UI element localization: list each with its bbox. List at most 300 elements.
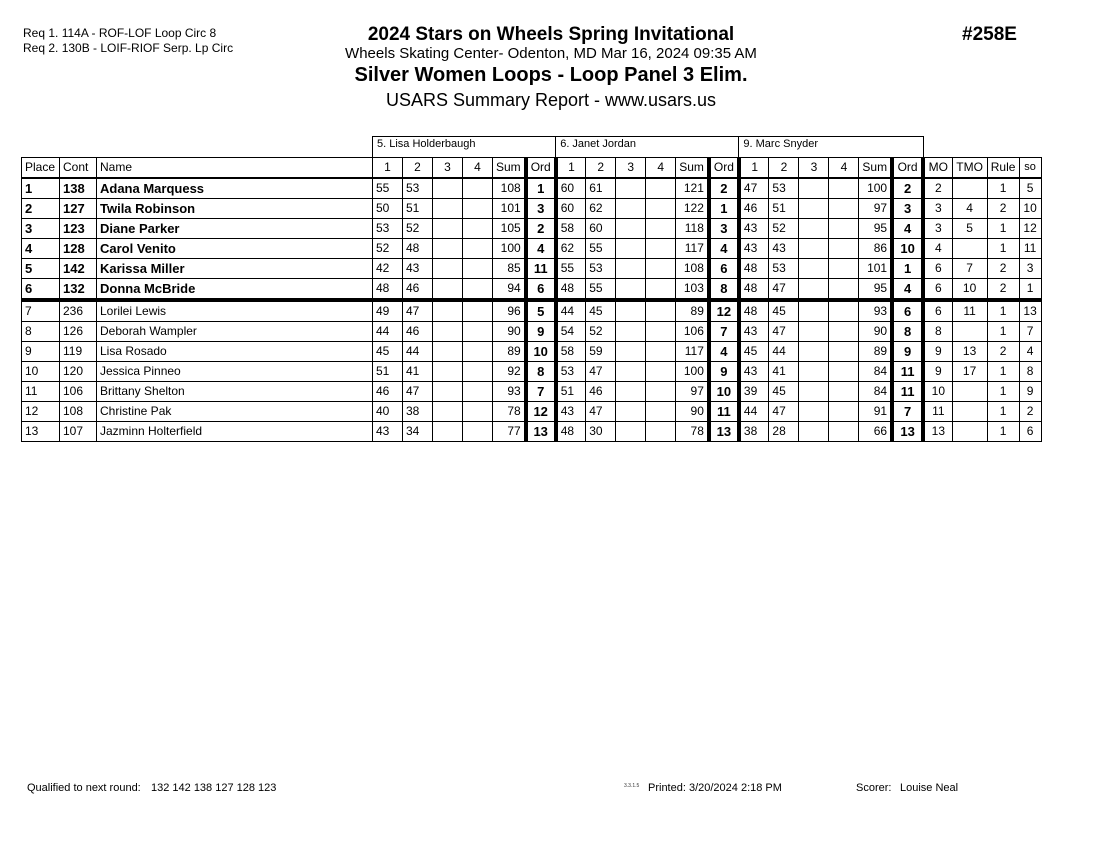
score-cell: 51 [403, 199, 433, 219]
score-cell [829, 300, 859, 322]
tmo-cell: 7 [952, 259, 987, 279]
col-j9-2: 2 [769, 158, 799, 179]
scorer-name: Louise Neal [900, 782, 959, 794]
score-cell: 62 [586, 199, 616, 219]
col-j5-3: 3 [433, 158, 463, 179]
score-cell [829, 259, 859, 279]
col-j6-4: 4 [646, 158, 676, 179]
score-cell [616, 402, 646, 422]
sum-cell: 95 [859, 219, 892, 239]
sum-cell: 78 [676, 422, 709, 442]
event-title: Silver Women Loops - Loop Panel 3 Elim. [354, 64, 748, 86]
requirement-1: Req 1. 114A - ROF-LOF Loop Circ 8 [23, 26, 217, 40]
event-number: #258E [962, 24, 1017, 45]
rule-cell: 2 [987, 259, 1019, 279]
score-cell [463, 342, 493, 362]
score-cell: 53 [403, 178, 433, 199]
score-cell: 60 [556, 178, 586, 199]
skater-name-cell: Adana Marquess [97, 178, 373, 199]
score-cell: 52 [586, 322, 616, 342]
score-cell [646, 322, 676, 342]
sum-cell: 84 [859, 382, 892, 402]
ordinal-cell: 4 [892, 219, 923, 239]
sum-cell: 100 [676, 362, 709, 382]
sum-cell: 90 [493, 322, 526, 342]
score-cell [463, 219, 493, 239]
score-cell: 49 [373, 300, 403, 322]
version-stamp: 3.3.1.5 [624, 783, 640, 789]
place-cell: 10 [22, 362, 60, 382]
score-cell: 52 [769, 219, 799, 239]
so-cell: 10 [1019, 199, 1041, 219]
score-cell: 43 [739, 362, 769, 382]
sum-cell: 106 [676, 322, 709, 342]
score-cell [433, 342, 463, 362]
score-cell [799, 322, 829, 342]
so-cell: 11 [1019, 239, 1041, 259]
sum-cell: 117 [676, 239, 709, 259]
score-cell [616, 199, 646, 219]
ordinal-cell: 2 [709, 178, 739, 199]
score-cell [616, 219, 646, 239]
sum-cell: 95 [859, 279, 892, 301]
sum-cell: 122 [676, 199, 709, 219]
score-cell [616, 342, 646, 362]
printed-timestamp: Printed: 3/20/2024 2:18 PM [648, 782, 782, 794]
judge-5-name: 5. Lisa Holderbaugh [373, 137, 556, 158]
score-cell [829, 178, 859, 199]
tmo-cell: 17 [952, 362, 987, 382]
score-cell [799, 279, 829, 301]
sum-cell: 93 [493, 382, 526, 402]
score-cell: 58 [556, 219, 586, 239]
score-cell: 47 [739, 178, 769, 199]
mo-cell: 6 [923, 279, 952, 301]
score-cell: 48 [556, 422, 586, 442]
score-cell: 60 [586, 219, 616, 239]
score-cell: 42 [373, 259, 403, 279]
score-cell: 46 [403, 279, 433, 301]
place-cell: 6 [22, 279, 60, 301]
score-cell: 47 [403, 382, 433, 402]
score-cell: 62 [556, 239, 586, 259]
ordinal-cell: 8 [526, 362, 556, 382]
score-cell [433, 362, 463, 382]
requirement-2: Req 2. 130B - LOIF-RIOF Serp. Lp Circ [23, 41, 234, 55]
ordinal-cell: 4 [709, 342, 739, 362]
score-cell: 53 [373, 219, 403, 239]
score-cell: 47 [769, 322, 799, 342]
score-cell [616, 422, 646, 442]
sum-cell: 78 [493, 402, 526, 422]
contestant-number-cell: 127 [60, 199, 97, 219]
col-j5-1: 1 [373, 158, 403, 179]
score-cell: 38 [403, 402, 433, 422]
score-cell [799, 362, 829, 382]
contestant-number-cell: 106 [60, 382, 97, 402]
score-cell: 47 [586, 362, 616, 382]
sum-cell: 108 [493, 178, 526, 199]
score-cell: 53 [556, 362, 586, 382]
score-cell [616, 178, 646, 199]
rule-cell: 1 [987, 239, 1019, 259]
ordinal-cell: 8 [892, 322, 923, 342]
score-cell: 51 [373, 362, 403, 382]
so-cell: 3 [1019, 259, 1041, 279]
score-cell [646, 300, 676, 322]
mo-cell: 11 [923, 402, 952, 422]
score-cell: 48 [739, 279, 769, 301]
rule-cell: 2 [987, 279, 1019, 301]
ordinal-cell: 6 [526, 279, 556, 301]
score-cell: 53 [586, 259, 616, 279]
score-cell [433, 382, 463, 402]
score-cell: 39 [739, 382, 769, 402]
mo-cell: 8 [923, 322, 952, 342]
score-cell: 43 [556, 402, 586, 422]
sum-cell: 92 [493, 362, 526, 382]
score-cell: 47 [586, 402, 616, 422]
score-cell [463, 422, 493, 442]
score-cell [433, 259, 463, 279]
sum-cell: 96 [493, 300, 526, 322]
score-cell [829, 382, 859, 402]
sum-cell: 93 [859, 300, 892, 322]
so-cell: 8 [1019, 362, 1041, 382]
sum-cell: 121 [676, 178, 709, 199]
score-cell [616, 362, 646, 382]
col-j5-sum: Sum [493, 158, 526, 179]
rule-cell: 1 [987, 422, 1019, 442]
score-cell: 28 [769, 422, 799, 442]
score-cell: 55 [586, 239, 616, 259]
ordinal-cell: 10 [526, 342, 556, 362]
col-j9-4: 4 [829, 158, 859, 179]
col-j6-3: 3 [616, 158, 646, 179]
place-cell: 1 [22, 178, 60, 199]
so-cell: 2 [1019, 402, 1041, 422]
score-cell: 44 [739, 402, 769, 422]
scorer-label: Scorer: [856, 782, 892, 794]
col-j6-1: 1 [556, 158, 586, 179]
sum-cell: 103 [676, 279, 709, 301]
tmo-cell: 10 [952, 279, 987, 301]
score-cell: 45 [586, 300, 616, 322]
contestant-number-cell: 126 [60, 322, 97, 342]
score-cell: 47 [769, 402, 799, 422]
sum-cell: 101 [493, 199, 526, 219]
mo-cell: 9 [923, 362, 952, 382]
score-cell [433, 178, 463, 199]
table-row [22, 322, 1042, 342]
score-cell [646, 199, 676, 219]
score-cell: 55 [373, 178, 403, 199]
sum-cell: 105 [493, 219, 526, 239]
ordinal-cell: 13 [892, 422, 923, 442]
so-cell: 9 [1019, 382, 1041, 402]
rule-cell: 1 [987, 219, 1019, 239]
skater-name-cell: Lisa Rosado [97, 342, 373, 362]
score-cell [646, 362, 676, 382]
ordinal-cell: 7 [526, 382, 556, 402]
contestant-number-cell: 132 [60, 279, 97, 301]
table-row [22, 199, 1042, 219]
sum-cell: 84 [859, 362, 892, 382]
score-cell: 46 [739, 199, 769, 219]
mo-cell: 2 [923, 178, 952, 199]
score-cell [463, 239, 493, 259]
ordinal-cell: 11 [709, 402, 739, 422]
score-cell: 55 [586, 279, 616, 301]
skater-name-cell: Jessica Pinneo [97, 362, 373, 382]
score-cell [646, 239, 676, 259]
skater-name-cell: Donna McBride [97, 279, 373, 301]
ordinal-cell: 2 [526, 219, 556, 239]
so-cell: 7 [1019, 322, 1041, 342]
score-cell: 44 [373, 322, 403, 342]
col-j6-2: 2 [586, 158, 616, 179]
col-cont: Cont [60, 158, 97, 179]
tmo-cell [952, 239, 987, 259]
score-cell [829, 279, 859, 301]
table-row [22, 300, 1042, 322]
score-cell [433, 402, 463, 422]
contestant-number-cell: 236 [60, 300, 97, 322]
skater-name-cell: Jazminn Holterfield [97, 422, 373, 442]
tmo-cell: 5 [952, 219, 987, 239]
table-row [22, 342, 1042, 362]
ordinal-cell: 10 [892, 239, 923, 259]
rule-cell: 1 [987, 382, 1019, 402]
sum-cell: 77 [493, 422, 526, 442]
contestant-number-cell: 138 [60, 178, 97, 199]
col-rule: Rule [987, 158, 1019, 179]
contestant-number-cell: 128 [60, 239, 97, 259]
score-cell [646, 422, 676, 442]
col-j6-sum: Sum [676, 158, 709, 179]
place-cell: 5 [22, 259, 60, 279]
score-cell [616, 322, 646, 342]
col-j9-sum: Sum [859, 158, 892, 179]
col-name: Name [97, 158, 373, 179]
score-cell: 46 [403, 322, 433, 342]
venue-date: Wheels Skating Center- Odenton, MD Mar 16, 2024 09:35 AM [345, 45, 757, 62]
table-row [22, 279, 1042, 301]
mo-cell: 3 [923, 219, 952, 239]
sum-cell: 86 [859, 239, 892, 259]
col-j9-ord: Ord [892, 158, 923, 179]
mo-cell: 6 [923, 259, 952, 279]
score-cell: 40 [373, 402, 403, 422]
score-cell: 46 [586, 382, 616, 402]
score-cell: 43 [739, 219, 769, 239]
sum-cell: 89 [859, 342, 892, 362]
score-cell [799, 342, 829, 362]
sum-cell: 101 [859, 259, 892, 279]
score-cell [829, 322, 859, 342]
sum-cell: 91 [859, 402, 892, 422]
rule-cell: 2 [987, 199, 1019, 219]
score-cell: 43 [769, 239, 799, 259]
skater-name-cell: Carol Venito [97, 239, 373, 259]
ordinal-cell: 7 [709, 322, 739, 342]
score-cell [799, 300, 829, 322]
rule-cell: 2 [987, 342, 1019, 362]
rule-cell: 1 [987, 322, 1019, 342]
tmo-cell: 11 [952, 300, 987, 322]
score-cell: 30 [586, 422, 616, 442]
score-cell: 58 [556, 342, 586, 362]
place-cell: 7 [22, 300, 60, 322]
place-cell: 4 [22, 239, 60, 259]
score-cell: 48 [403, 239, 433, 259]
col-j9-1: 1 [739, 158, 769, 179]
mo-cell: 6 [923, 300, 952, 322]
ordinal-cell: 11 [892, 382, 923, 402]
score-cell [646, 342, 676, 362]
ordinal-cell: 1 [892, 259, 923, 279]
ordinal-cell: 4 [709, 239, 739, 259]
score-cell [829, 199, 859, 219]
ordinal-cell: 9 [526, 322, 556, 342]
score-cell [646, 259, 676, 279]
tmo-cell [952, 322, 987, 342]
score-cell [463, 402, 493, 422]
place-cell: 13 [22, 422, 60, 442]
ordinal-cell: 11 [526, 259, 556, 279]
score-cell: 60 [556, 199, 586, 219]
sum-cell: 66 [859, 422, 892, 442]
score-cell: 44 [769, 342, 799, 362]
score-cell [799, 259, 829, 279]
rule-cell: 1 [987, 362, 1019, 382]
competition-title: 2024 Stars on Wheels Spring Invitational [367, 24, 735, 45]
score-cell [616, 279, 646, 301]
score-cell: 48 [373, 279, 403, 301]
col-so: so [1019, 158, 1041, 179]
score-cell [616, 382, 646, 402]
score-cell: 48 [739, 259, 769, 279]
ordinal-cell: 1 [526, 178, 556, 199]
score-cell [433, 239, 463, 259]
so-cell: 4 [1019, 342, 1041, 362]
rule-cell: 1 [987, 402, 1019, 422]
place-cell: 2 [22, 199, 60, 219]
col-j9-3: 3 [799, 158, 829, 179]
score-cell: 41 [403, 362, 433, 382]
skater-name-cell: Diane Parker [97, 219, 373, 239]
table-row [22, 402, 1042, 422]
place-cell: 3 [22, 219, 60, 239]
score-cell: 45 [769, 300, 799, 322]
ordinal-cell: 13 [709, 422, 739, 442]
ordinal-cell: 8 [709, 279, 739, 301]
score-cell: 52 [403, 219, 433, 239]
score-cell: 55 [556, 259, 586, 279]
tmo-cell [952, 402, 987, 422]
score-cell [799, 199, 829, 219]
score-cell: 43 [403, 259, 433, 279]
ordinal-cell: 3 [526, 199, 556, 219]
judge-header-row [22, 137, 1042, 158]
judge-6-name: 6. Janet Jordan [556, 137, 739, 158]
sum-cell: 90 [859, 322, 892, 342]
rule-cell: 1 [987, 300, 1019, 322]
place-cell: 8 [22, 322, 60, 342]
so-cell: 13 [1019, 300, 1041, 322]
so-cell: 6 [1019, 422, 1041, 442]
sum-cell: 108 [676, 259, 709, 279]
skater-name-cell: Brittany Shelton [97, 382, 373, 402]
table-row [22, 239, 1042, 259]
ordinal-cell: 1 [709, 199, 739, 219]
score-cell [463, 322, 493, 342]
place-cell: 12 [22, 402, 60, 422]
ordinal-cell: 13 [526, 422, 556, 442]
score-cell [829, 342, 859, 362]
score-cell [463, 382, 493, 402]
skater-name-cell: Karissa Miller [97, 259, 373, 279]
ordinal-cell: 9 [892, 342, 923, 362]
results-table [21, 136, 1042, 442]
score-cell: 43 [739, 322, 769, 342]
rule-cell: 1 [987, 178, 1019, 199]
mo-cell: 3 [923, 199, 952, 219]
score-cell [646, 178, 676, 199]
ordinal-cell: 4 [892, 279, 923, 301]
sum-cell: 117 [676, 342, 709, 362]
mo-cell: 9 [923, 342, 952, 362]
tmo-cell: 4 [952, 199, 987, 219]
so-cell: 12 [1019, 219, 1041, 239]
ordinal-cell: 6 [892, 300, 923, 322]
sum-cell: 90 [676, 402, 709, 422]
sum-cell: 94 [493, 279, 526, 301]
score-cell [463, 362, 493, 382]
score-cell [646, 219, 676, 239]
score-cell [616, 239, 646, 259]
score-cell [829, 219, 859, 239]
table-row [22, 362, 1042, 382]
score-cell [433, 300, 463, 322]
report-subtitle: USARS Summary Report - www.usars.us [385, 90, 717, 110]
ordinal-cell: 10 [709, 382, 739, 402]
skater-name-cell: Twila Robinson [97, 199, 373, 219]
mo-cell: 10 [923, 382, 952, 402]
score-cell: 50 [373, 199, 403, 219]
score-cell [433, 219, 463, 239]
mo-cell: 4 [923, 239, 952, 259]
ordinal-cell: 4 [526, 239, 556, 259]
score-cell: 45 [373, 342, 403, 362]
skater-name-cell: Deborah Wampler [97, 322, 373, 342]
ordinal-cell: 2 [892, 178, 923, 199]
score-cell [829, 402, 859, 422]
score-cell [463, 178, 493, 199]
ordinal-cell: 12 [526, 402, 556, 422]
score-cell: 43 [373, 422, 403, 442]
judge-9-name: 9. Marc Snyder [739, 137, 923, 158]
sum-cell: 89 [493, 342, 526, 362]
table-row [22, 219, 1042, 239]
score-cell [616, 300, 646, 322]
mo-cell: 13 [923, 422, 952, 442]
score-cell [463, 199, 493, 219]
score-cell [799, 239, 829, 259]
tmo-cell [952, 178, 987, 199]
qualified-label: Qualified to next round: [27, 782, 141, 794]
score-cell: 52 [373, 239, 403, 259]
